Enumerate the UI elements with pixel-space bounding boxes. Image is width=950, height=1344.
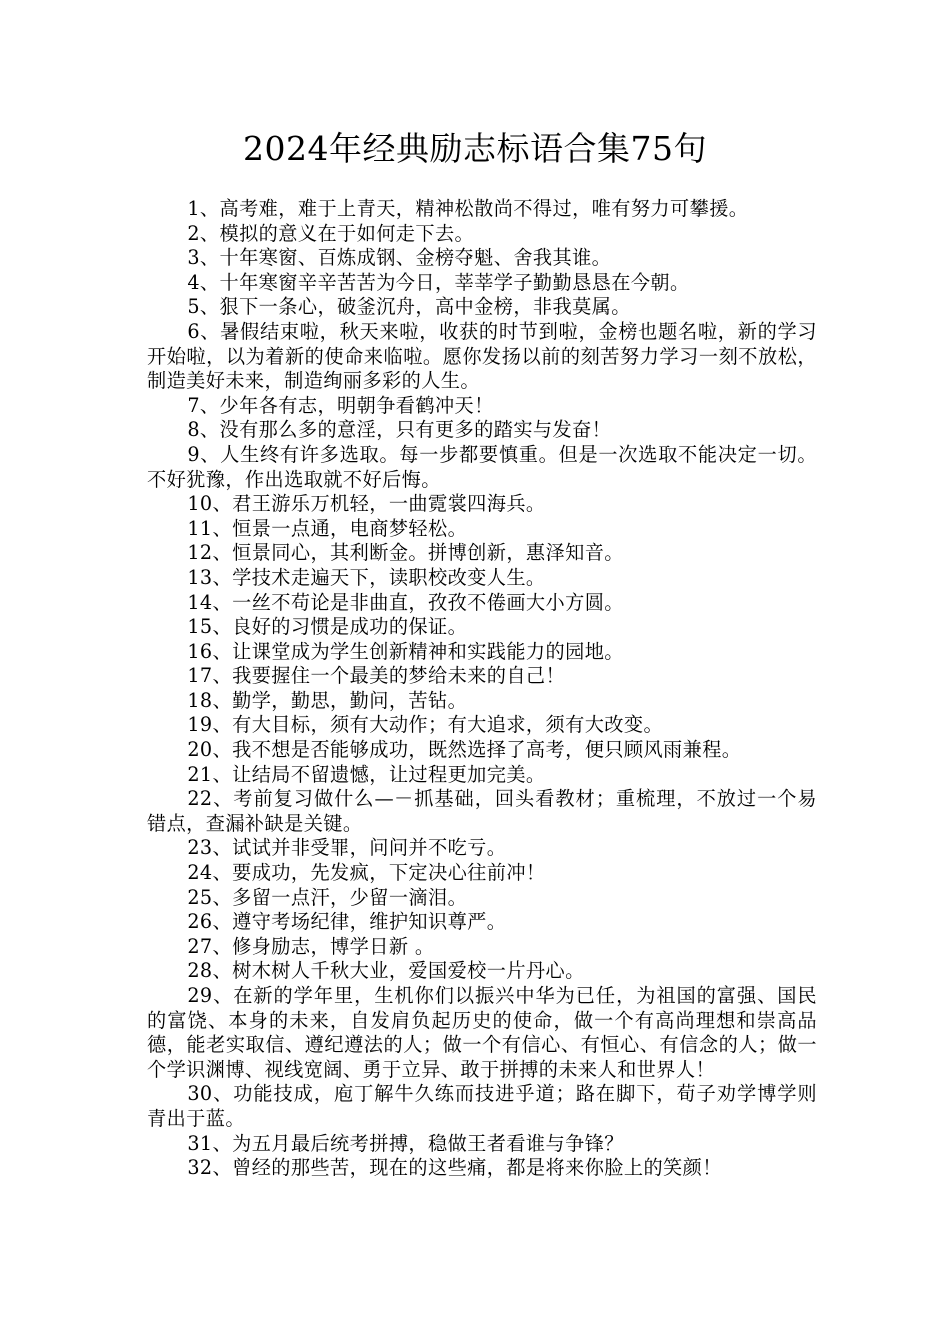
slogan-paragraph: 23、试试并非受罪，问问并不吃亏。 bbox=[187, 836, 507, 860]
slogan-paragraph: 32、曾经的那些苦，现在的这些痛，都是将来你脸上的笑颜！ bbox=[187, 1156, 722, 1180]
slogan-paragraph: 31、为五月最后统考拼搏，稳做王者看谁与争锋？ bbox=[187, 1131, 624, 1155]
slogan-paragraph: 6、暑假结束啦，秋天来啦，收获的时节到啦，金榜也题名啦，新的学习开始啦，以为着新的使命来临啦。愿你发扬以前的刻苦努力学习一刻不放松，制造美好未来，制造绚丽多彩的人生。 bbox=[147, 319, 817, 393]
slogan-paragraph: 9、人生终有许多选取。每一步都要慎重。但是一次选取不能决定一切。不好犹豫，作出选取就不好后悔。 bbox=[147, 442, 817, 491]
slogan-list bbox=[147, 197, 817, 1181]
document-title: 2024年经典励志标语合集75句 bbox=[243, 129, 707, 168]
slogan-paragraph: 7、少年各有志，明朝争看鹤冲天！ bbox=[187, 393, 494, 417]
slogan-paragraph: 29、在新的学年里，生机你们以振兴中华为已任，为祖国的富强、国民的富饶、本身的未来，自发肩负起历史的使命，做一个有高尚理想和崇高品德，能老实取信、遵纪遵法的人；做一个有信心、有恒心、有信念的人；做一个学识渊博、视线宽阔、勇于立异、敢于拼搏的未来人和世界人！ bbox=[147, 984, 817, 1081]
slogan-paragraph: 5、狠下一条心，破釜沉舟，高中金榜，非我莫属。 bbox=[187, 295, 631, 319]
slogan-paragraph: 27、修身励志，博学日新 。 bbox=[187, 934, 435, 958]
slogan-paragraph: 17、我要握住一个最美的梦给未来的自己！ bbox=[187, 664, 566, 688]
slogan-paragraph: 30、功能技成，庖丁解牛久练而技进乎道；路在脚下，荀子劝学博学则青出于蓝。 bbox=[147, 1082, 817, 1130]
slogan-paragraph: 18、勤学，勤思，勤问，苦钻。 bbox=[187, 688, 468, 712]
slogan-paragraph: 10、君王游乐万机轻，一曲霓裳四海兵。 bbox=[187, 492, 546, 516]
slogan-paragraph: 11、恒景一点通，电商梦轻松。 bbox=[187, 516, 468, 540]
slogan-paragraph: 12、恒景同心，其利断金。拼博创新，惠泽知音。 bbox=[187, 541, 624, 565]
slogan-paragraph: 21、让结局不留遗憾，让过程更加完美。 bbox=[187, 762, 546, 786]
slogan-paragraph: 22、考前复习做什么—－抓基础，回头看教材；重梳理，不放过一个易错点，查漏补缺是关键。 bbox=[147, 787, 817, 835]
slogan-paragraph: 1、高考难，难于上青天，精神松散尚不得过，唯有努力可攀援。 bbox=[187, 197, 749, 220]
slogan-paragraph: 13、学技术走遍天下，读职校改变人生。 bbox=[187, 565, 546, 589]
slogan-paragraph: 24、要成功，先发疯，下定决心往前冲！ bbox=[187, 861, 546, 885]
slogan-paragraph: 16、让课堂成为学生创新精神和实践能力的园地。 bbox=[187, 639, 624, 663]
slogan-paragraph: 26、遵守考场纪律，维护知识尊严。 bbox=[187, 910, 507, 934]
slogan-paragraph: 28、树木树人千秋大业，爱国爱校一片丹心。 bbox=[187, 959, 585, 983]
slogan-paragraph: 2、模拟的意义在于如何走下去。 bbox=[187, 221, 475, 245]
slogan-paragraph: 20、我不想是否能够成功，既然选择了高考，便只顾风雨兼程。 bbox=[187, 738, 742, 762]
slogan-paragraph: 14、一丝不苟论是非曲直，孜孜不倦画大小方圆。 bbox=[187, 590, 624, 614]
slogan-paragraph: 3、十年寒窗、百炼成钢、金榜夺魁、舍我其谁。 bbox=[187, 246, 612, 270]
slogan-paragraph: 19、有大目标，须有大动作；有大追求，须有大改变。 bbox=[187, 713, 664, 737]
slogan-paragraph: 8、没有那么多的意淫，只有更多的踏实与发奋！ bbox=[187, 418, 612, 442]
slogan-paragraph: 15、良好的习惯是成功的保证。 bbox=[187, 615, 468, 639]
slogan-paragraph: 4、十年寒窗辛辛苦苦为今日，莘莘学子勤勤恳恳在今朝。 bbox=[187, 270, 690, 294]
slogan-paragraph: 25、多留一点汗，少留一滴泪。 bbox=[187, 885, 468, 909]
